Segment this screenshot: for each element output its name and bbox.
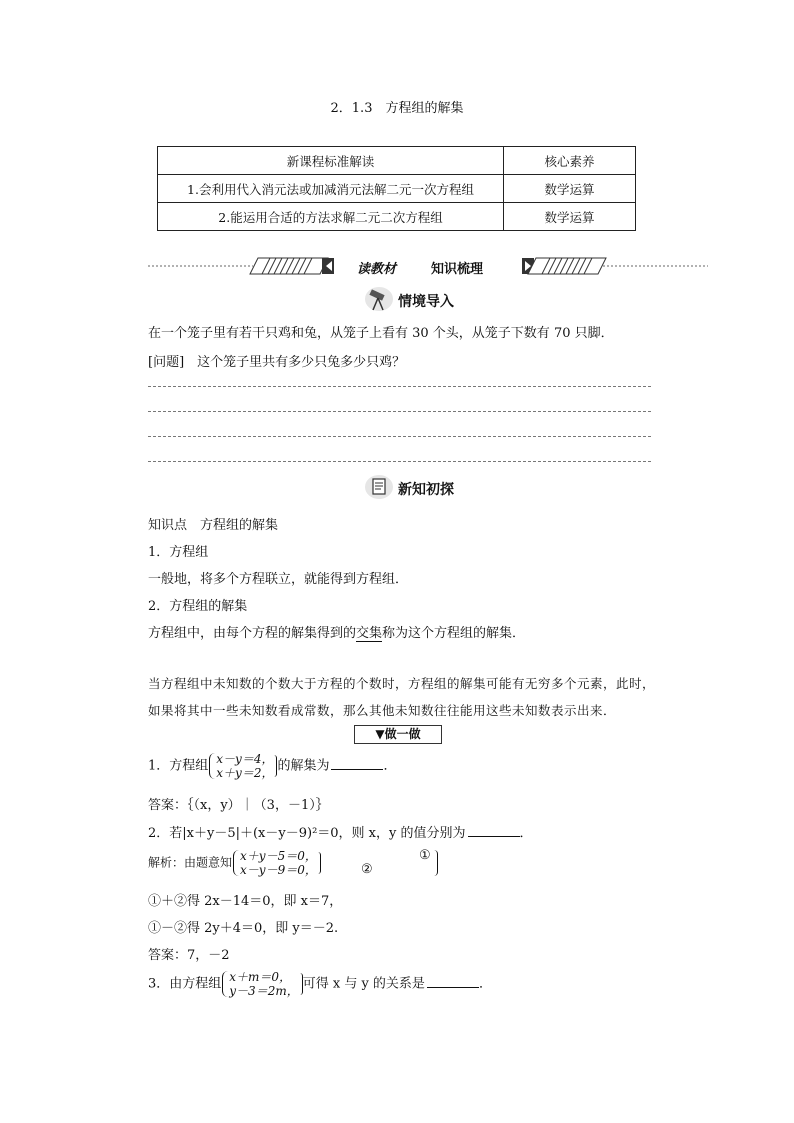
q2-solution [148, 849, 321, 877]
remark-line-1 [148, 674, 655, 692]
table-cell: 2.能运用合适的方法求解二元二次方程组 [158, 203, 504, 231]
circle-one-mark: ① [419, 848, 431, 863]
table-cell: 1.会利用代入消元法或加减消元法解二元一次方程组 [158, 175, 504, 203]
equation-system [232, 849, 321, 877]
q2-step-1: ①＋②得 2x－14＝0，即 x＝7， [148, 894, 343, 909]
banner-left-label: 读教材 [357, 262, 397, 277]
table-header-cell: 核心素养 [504, 147, 636, 175]
answer-blank[interactable] [427, 976, 479, 988]
question-1: 1．方程组 x－y＝4， x＋y＝2， 的解集为 ． [148, 752, 397, 780]
item2-title: 2．方程组的解集 [148, 599, 248, 614]
answer-line [148, 461, 651, 462]
banner-right-stripes [522, 258, 606, 274]
answer-blank[interactable] [331, 758, 383, 770]
answer-line [148, 436, 651, 437]
table-row [158, 175, 636, 203]
triangle-down-icon: ▼ [375, 727, 385, 741]
question-3: 3．由方程组 x＋m＝0， y－3＝2m， 可得 x 与 y 的关系是 ． [148, 970, 492, 998]
circle-two-mark: ② [361, 862, 373, 877]
answer-blank[interactable] [468, 825, 520, 837]
telescope-icon [364, 286, 394, 312]
equation: x－y－9＝0， [240, 863, 317, 877]
remark-text: 当方程组中未知数的个数大于方程的个数时，方程组的解集可能有无穷多个元素，此时， [148, 676, 656, 691]
new-knowledge-heading: 新知初探 [398, 482, 454, 498]
standards-table [157, 146, 636, 231]
equation: x＋y＝2， [216, 766, 274, 780]
answer-line [148, 386, 651, 387]
equation-system [221, 970, 302, 998]
question-2: 2．若|x＋y－5|＋(x－y－9)²＝0，则 x，y 的值分别为 ． [148, 826, 533, 841]
equation: x－y＝4， [216, 752, 274, 766]
q1-suffix: 的解集为 [277, 758, 330, 774]
page-title: 2．1.3 方程组的解集 [330, 101, 464, 116]
knowledge-point: 知识点 方程组的解集 [148, 518, 279, 533]
equation-system [208, 752, 277, 780]
item1-text: 一般地，将多个方程联立，就能得到方程组． [148, 572, 409, 587]
practice-label [354, 725, 442, 744]
table-cell: 数学运算 [504, 175, 636, 203]
banner-right-label: 知识梳理 [431, 262, 484, 277]
table-header-cell: 新课程标准解读 [158, 147, 504, 175]
situation-text: 在一个笼子里有若干只鸡和兔，从笼子上看有 30 个头，从笼子下数有 70 只脚． [148, 326, 614, 341]
equation: y－3＝2m， [229, 984, 299, 998]
banner-left-stripes [250, 258, 334, 274]
notebook-icon [364, 474, 394, 500]
remark-line-2: 如果将其中一些未知数看成常数，那么其他未知数往往能用这些未知数表示出来． [148, 703, 617, 718]
situation-heading: 情境导入 [398, 294, 454, 310]
section-banner [148, 252, 708, 280]
item2-text-pre: 方程组中，由每个方程的解集得到的 [148, 626, 357, 641]
answer-line [148, 411, 651, 412]
item1-title: 1．方程组 [148, 545, 209, 560]
q2-answer: 答案：7，－2 [148, 948, 230, 963]
practice-label-text: 做一做 [384, 727, 421, 741]
table-cell: 数学运算 [504, 203, 636, 231]
q1-answer: 答案：｛（x，y）｜（3，－1）｝ [148, 798, 329, 813]
q2-text: 2．若|x＋y－5|＋(x－y－9)²＝0，则 x，y 的值分别为 [148, 826, 466, 841]
q1-prefix: 1．方程组 [148, 758, 209, 774]
table-header-row [158, 147, 636, 175]
q2-step-2: ①－②得 2y＋4＝0，即 y＝－2. [148, 921, 339, 936]
q3-prefix: 3．由方程组 [148, 976, 222, 992]
item2-underlined: 交集 [356, 626, 383, 641]
table-row [158, 203, 636, 231]
item2-text-post: 称为这个方程组的解集． [382, 626, 526, 641]
q3-suffix: 可得 x 与 y 的关系是 [302, 976, 425, 992]
brace-right [433, 850, 438, 876]
equation: x＋m＝0， [229, 970, 292, 984]
q2-solution-prefix: 解析：由题意知 [148, 855, 233, 870]
item2-text [148, 622, 525, 641]
equation: x＋y－5＝0， [240, 849, 317, 863]
situation-question: [问题] 这个笼子里共有多少只兔多少只鸡？ [148, 355, 406, 370]
